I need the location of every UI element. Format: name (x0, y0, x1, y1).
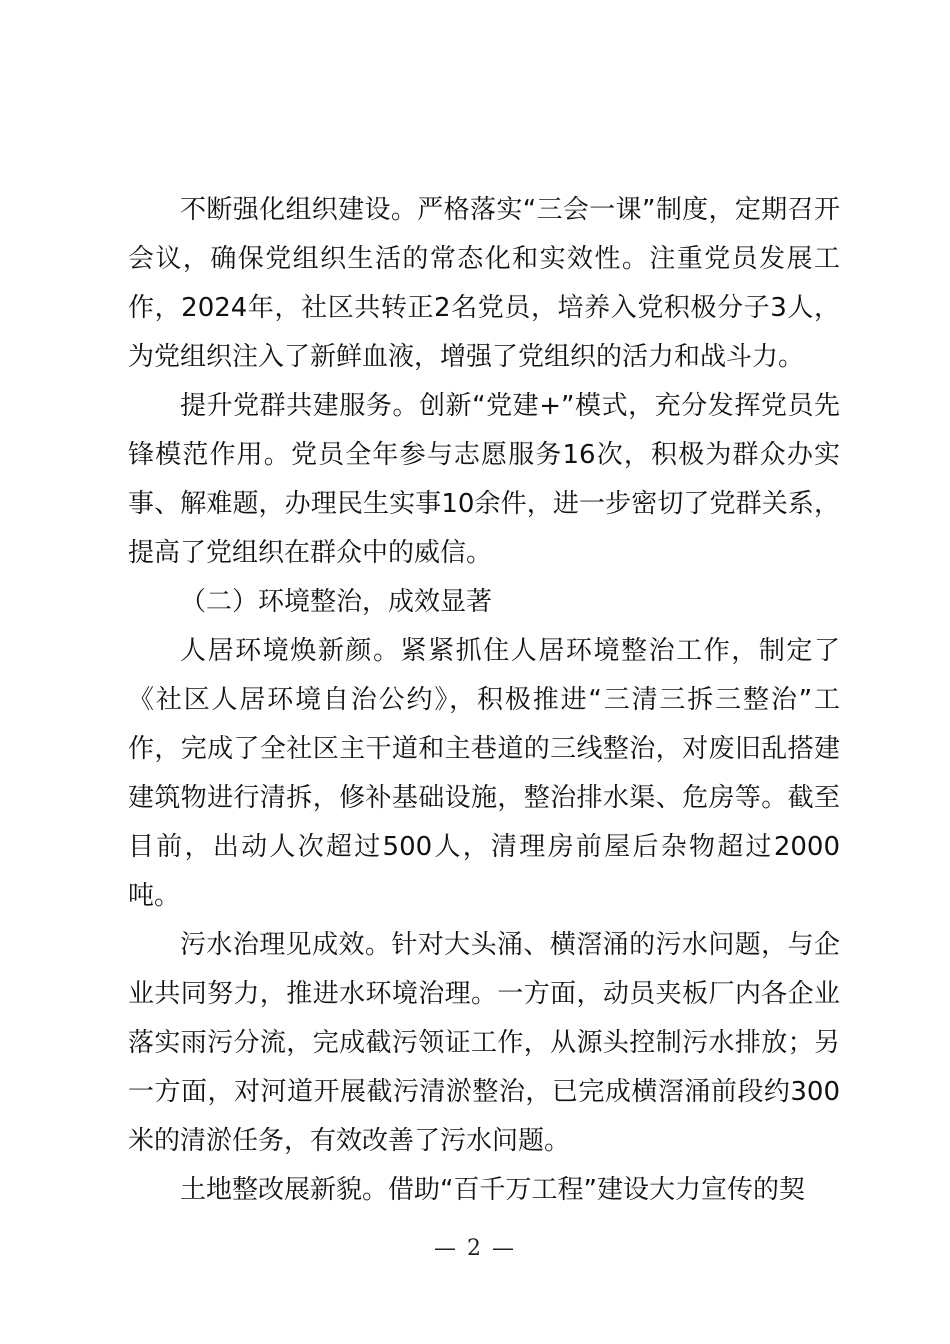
paragraph-land-rectification: 土地整改展新貌。借助“百千万工程”建设大力宣传的契 (180, 1175, 805, 1205)
paragraph-party-service: 提升党群共建服务。创新“党建+”模式，充分发挥党员先锋模范作用。党员全年参与志愿服务16次，积极为群众办实事、解难题，办理民生实事10余件，进一步密切了党群关系，提高了党组织在群众中的威信。 (128, 391, 840, 568)
document-body (128, 186, 840, 1215)
section-heading-environment: （二）环境整治，成效显著 (180, 587, 493, 617)
paragraph-organization-building: 不断强化组织建设。严格落实“三会一课”制度，定期召开会议，确保党组织生活的常态化和实效性。注重党员发展工作，2024年，社区共转正2名党员，培养入党积极分子3人，为党组织注入了新鲜血液，增强了党组织的活力和战斗力。 (128, 195, 840, 372)
page-number: — 2 — (434, 1236, 516, 1261)
paragraph-living-environment: 人居环境焕新颜。紧紧抓住人居环境整治工作，制定了《社区人居环境自治公约》，积极推进“三清三拆三整治”工作，完成了全社区主干道和主巷道的三线整治，对废旧乱搭建建筑物进行清拆，修补基础设施，整治排水渠、危房等。截至目前，出动人次超过500人，清理房前屋后杂物超过2000吨。 (128, 636, 840, 911)
paragraph-sewage-treatment: 污水治理见成效。针对大头涌、横滘涌的污水问题，与企业共同努力，推进水环境治理。一方面，动员夹板厂内各企业落实雨污分流，完成截污领证工作，从源头控制污水排放；另一方面，对河道开展截污清淤整治，已完成横滘涌前段约300米的清淤任务，有效改善了污水问题。 (128, 930, 840, 1156)
